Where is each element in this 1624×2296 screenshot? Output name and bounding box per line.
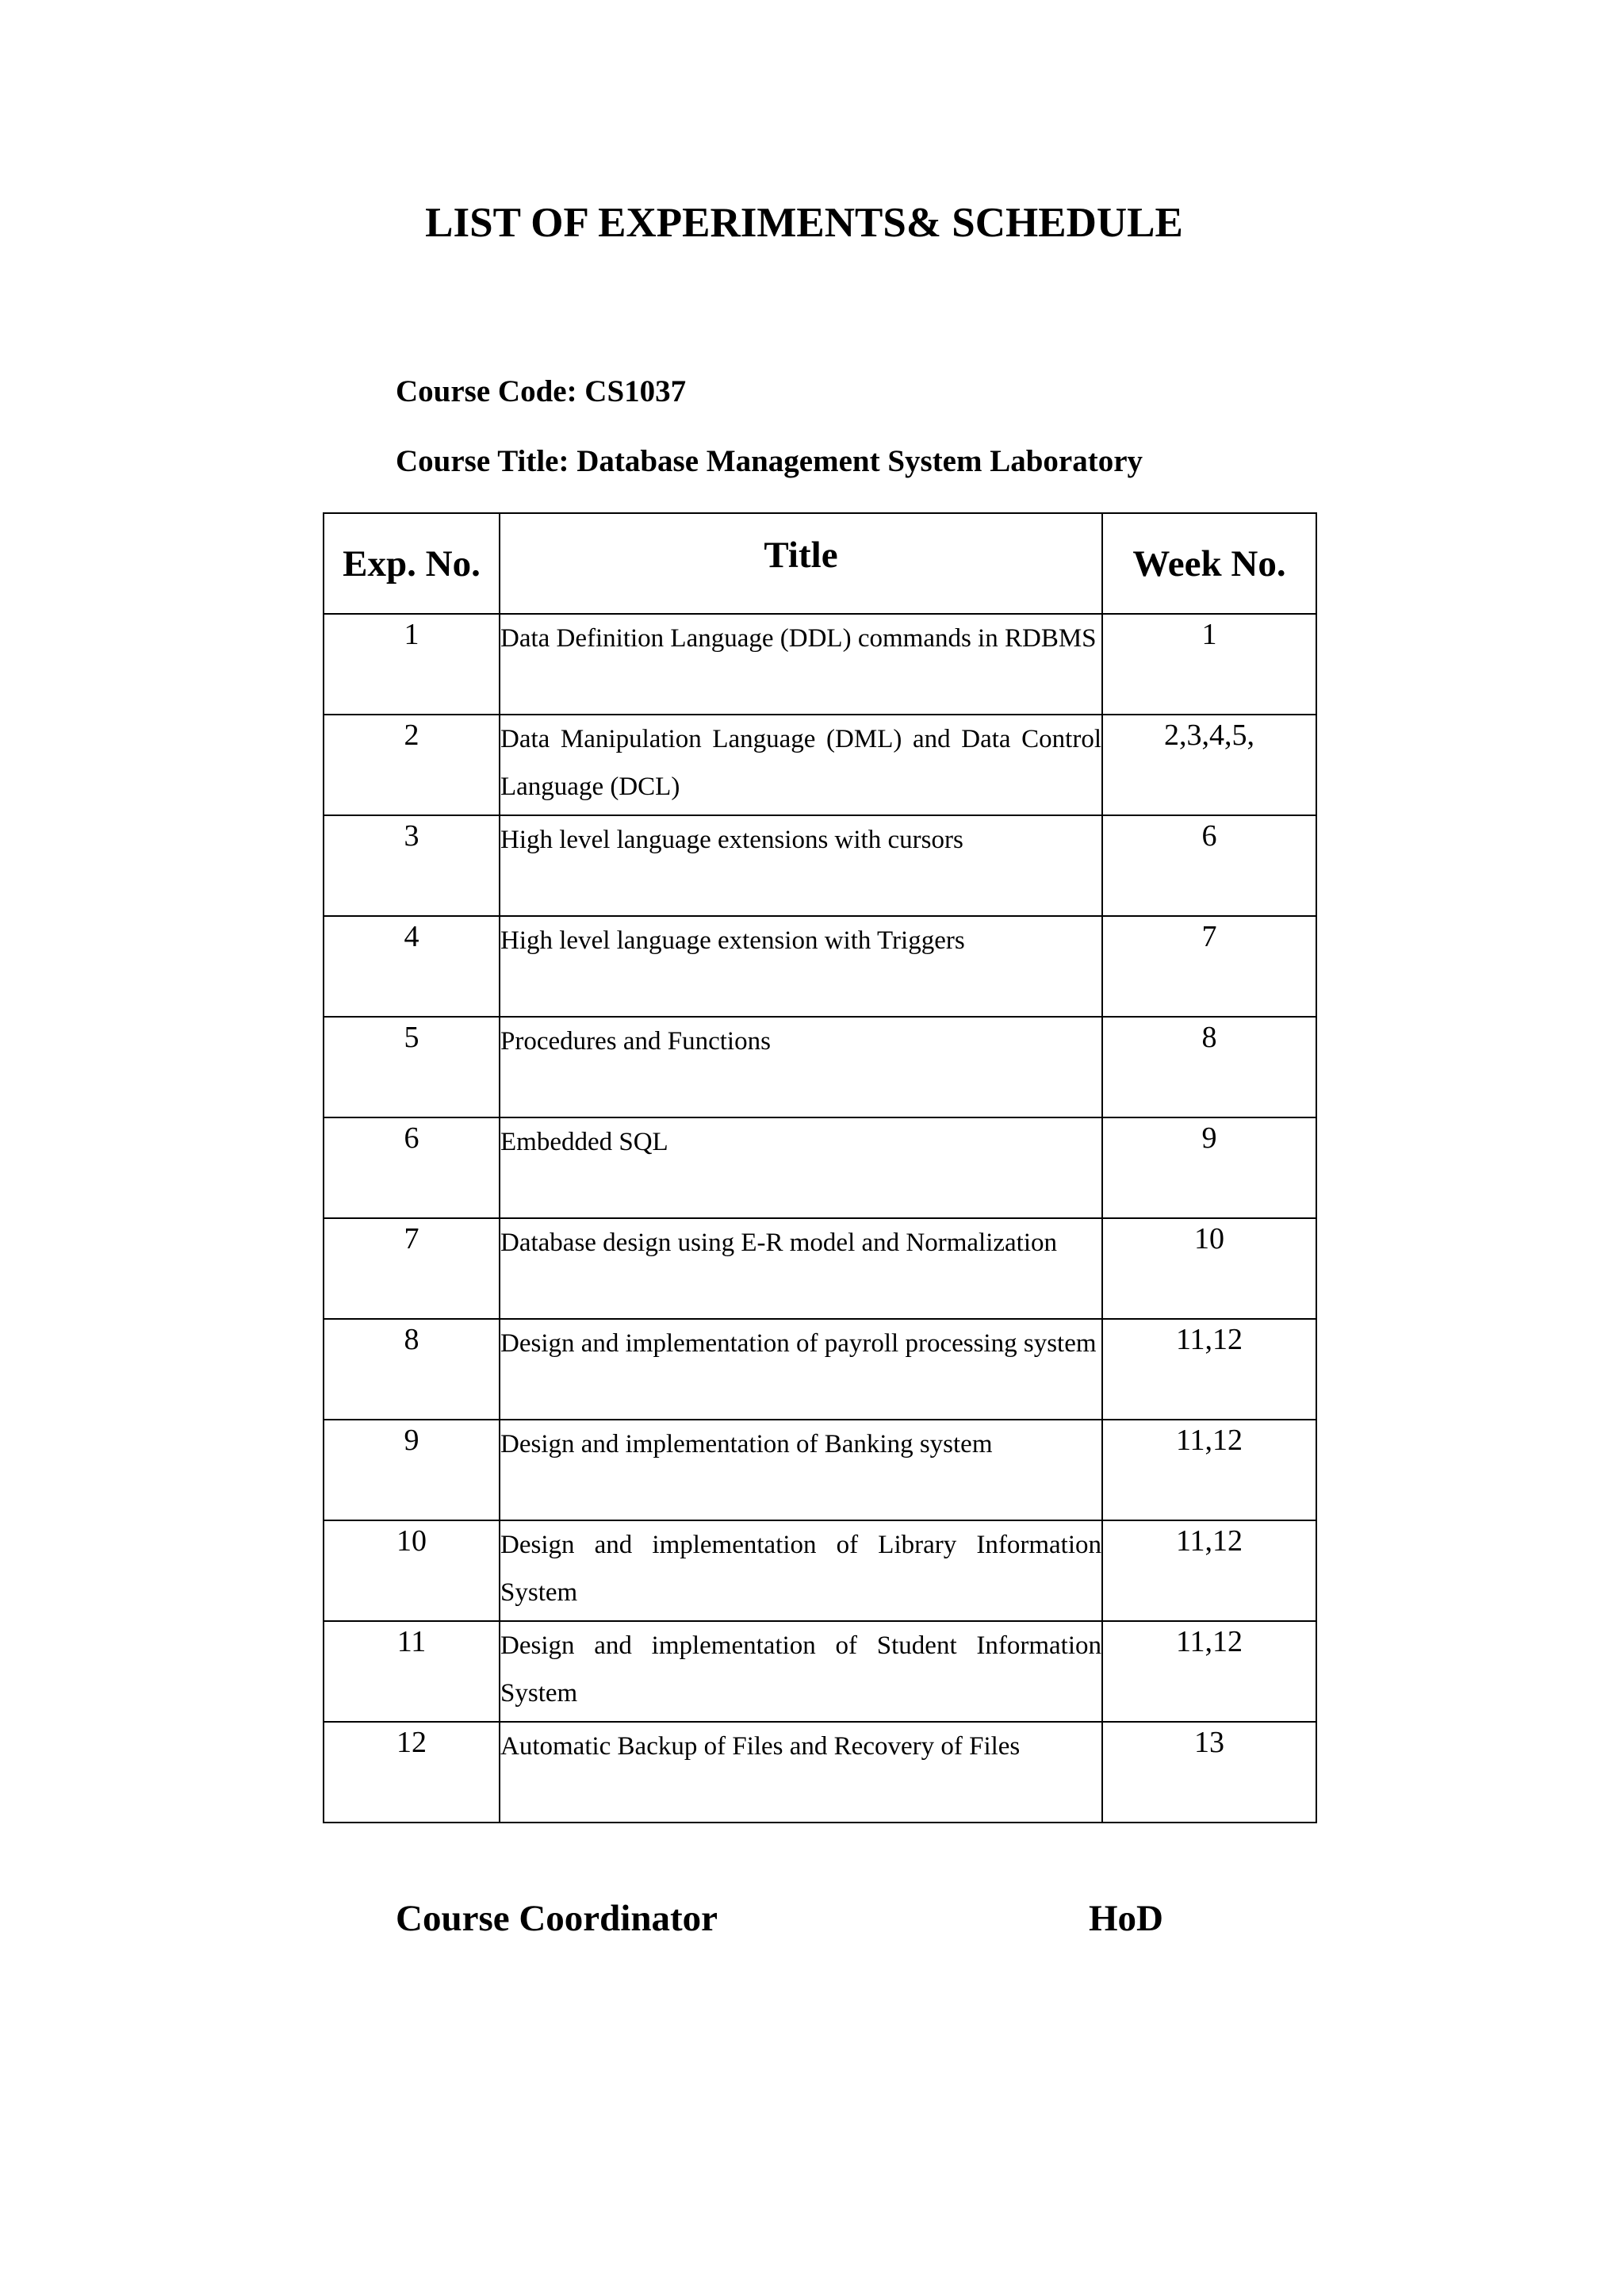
exp-no-cell: 1 bbox=[324, 614, 500, 715]
week-cell: 7 bbox=[1102, 916, 1316, 1017]
title-cell: Design and implementation of Library Information System bbox=[500, 1520, 1102, 1621]
week-cell: 6 bbox=[1102, 815, 1316, 916]
title-cell: High level language extensions with cursors bbox=[500, 815, 1102, 916]
title-cell: Data Manipulation Language (DML) and Data Control Language (DCL) bbox=[500, 715, 1102, 815]
exp-no-cell: 5 bbox=[324, 1017, 500, 1117]
course-code: Course Code: CS1037 bbox=[396, 374, 687, 408]
table-row bbox=[324, 1117, 1316, 1218]
title-cell: Embedded SQL bbox=[500, 1117, 1102, 1218]
title-cell: Database design using E-R model and Normalization bbox=[500, 1218, 1102, 1319]
table-header-row bbox=[324, 513, 1316, 614]
page-title: LIST OF EXPERIMENTS& SCHEDULE bbox=[425, 200, 1183, 246]
table-row bbox=[324, 1420, 1316, 1520]
course-coordinator-label: Course Coordinator bbox=[396, 1898, 718, 1939]
table-row bbox=[324, 614, 1316, 715]
exp-no-cell: 4 bbox=[324, 916, 500, 1017]
experiment-schedule-table bbox=[323, 512, 1317, 1823]
title-cell: Procedures and Functions bbox=[500, 1017, 1102, 1117]
table-row bbox=[324, 815, 1316, 916]
exp-no-cell: 7 bbox=[324, 1218, 500, 1319]
exp-no-cell: 9 bbox=[324, 1420, 500, 1520]
exp-no-cell: 11 bbox=[324, 1621, 500, 1722]
week-cell: 11,12 bbox=[1102, 1319, 1316, 1420]
week-cell: 2,3,4,5, bbox=[1102, 715, 1316, 815]
week-cell: 8 bbox=[1102, 1017, 1316, 1117]
exp-no-cell: 8 bbox=[324, 1319, 500, 1420]
title-cell: Design and implementation of Banking system bbox=[500, 1420, 1102, 1520]
week-cell: 13 bbox=[1102, 1722, 1316, 1823]
header-exp-no: Exp. No. bbox=[324, 513, 500, 614]
title-cell: Design and implementation of payroll processing system bbox=[500, 1319, 1102, 1420]
week-cell: 11,12 bbox=[1102, 1621, 1316, 1722]
hod-label: HoD bbox=[1089, 1898, 1163, 1939]
exp-no-cell: 3 bbox=[324, 815, 500, 916]
exp-no-cell: 2 bbox=[324, 715, 500, 815]
table-row bbox=[324, 1520, 1316, 1621]
title-cell: Data Definition Language (DDL) commands in RDBMS bbox=[500, 614, 1102, 715]
title-cell: High level language extension with Triggers bbox=[500, 916, 1102, 1017]
week-cell: 9 bbox=[1102, 1117, 1316, 1218]
table-row bbox=[324, 1017, 1316, 1117]
header-week-no: Week No. bbox=[1102, 513, 1316, 614]
week-cell: 11,12 bbox=[1102, 1420, 1316, 1520]
table-row bbox=[324, 1218, 1316, 1319]
week-cell: 1 bbox=[1102, 614, 1316, 715]
exp-no-cell: 10 bbox=[324, 1520, 500, 1621]
exp-no-cell: 6 bbox=[324, 1117, 500, 1218]
table-row bbox=[324, 1621, 1316, 1722]
course-title: Course Title: Database Management System Laboratory bbox=[396, 444, 1143, 478]
table-row bbox=[324, 916, 1316, 1017]
title-cell: Design and implementation of Student Information System bbox=[500, 1621, 1102, 1722]
table-row bbox=[324, 1722, 1316, 1823]
week-cell: 11,12 bbox=[1102, 1520, 1316, 1621]
table-row bbox=[324, 1319, 1316, 1420]
title-cell: Automatic Backup of Files and Recovery of Files bbox=[500, 1722, 1102, 1823]
table-row bbox=[324, 715, 1316, 815]
exp-no-cell: 12 bbox=[324, 1722, 500, 1823]
week-cell: 10 bbox=[1102, 1218, 1316, 1319]
header-title: Title bbox=[500, 513, 1102, 614]
